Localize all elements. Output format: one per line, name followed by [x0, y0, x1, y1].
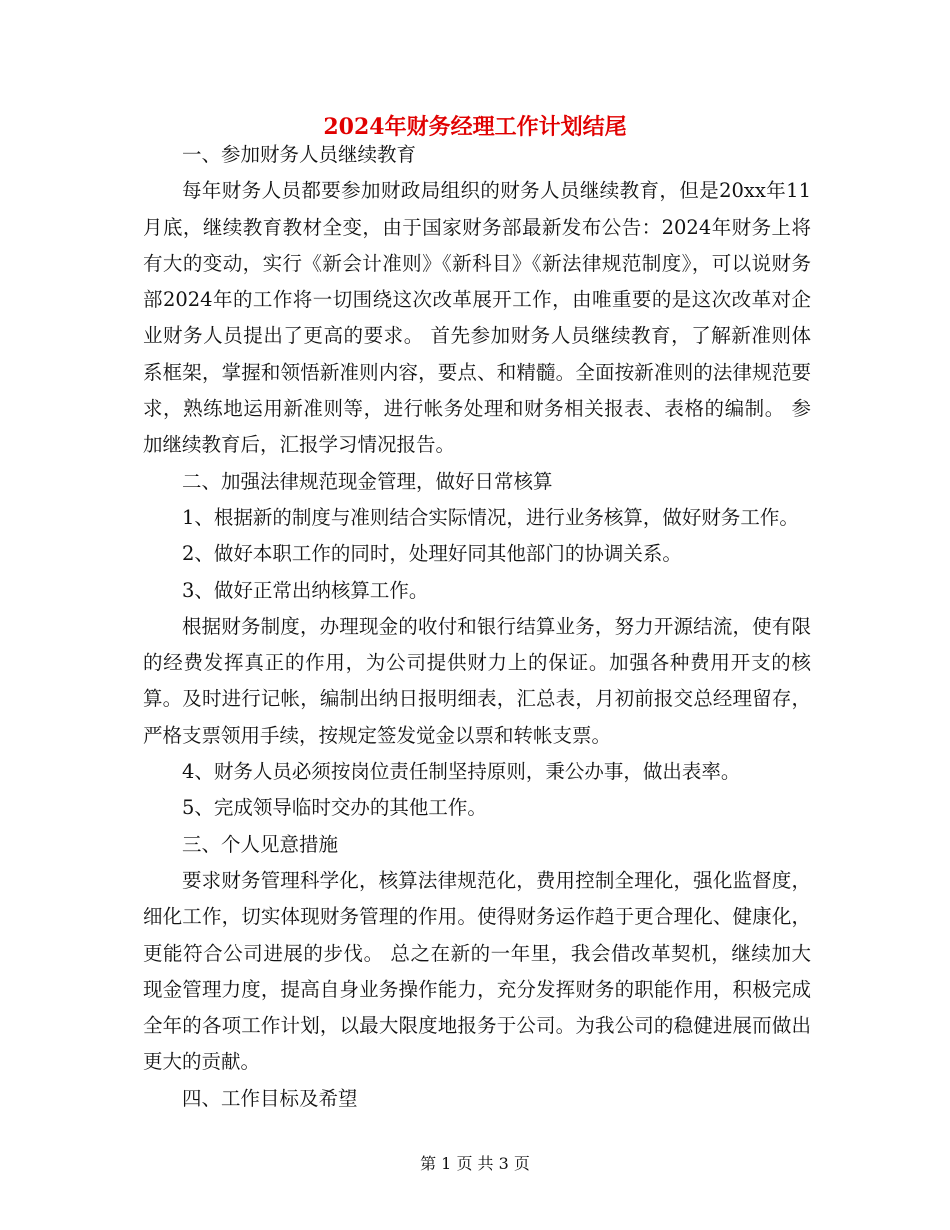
page-number: 第 1 页 共 3 页 — [420, 1154, 530, 1173]
list-item: 2、做好本职工作的同时，处理好同其他部门的协调关系。 — [182, 542, 682, 566]
page-footer — [0, 1152, 950, 1176]
section-heading-4: 四、工作目标及希望 — [182, 1086, 358, 1110]
section-heading-3: 三、个人见意措施 — [182, 832, 339, 856]
list-item: 1、根据新的制度与准则结合实际情况，进行业务核算，做好财务工作。 — [182, 505, 799, 529]
list-item: 3、做好正常出纳核算工作。 — [182, 578, 429, 602]
section-heading-1: 一、参加财务人员继续教育 — [182, 143, 417, 166]
document-body — [143, 137, 811, 1117]
document-title: 2024年财务经理工作计划结尾 — [323, 114, 627, 140]
paragraph: 要求财务管理科学化，核算法律规范化，费用控制全理化，强化监督度，细化工作，切实体现财务管理的作用。使得财务运作趋于更合理化、健康化，更能符合公司进展的步伐。 总之在新的一年里，我会借改革契机，继续加大现金管理力度，提高自身业务操作能力，充分发挥财务的职能作用，积极完成全年的各项工作计划，以最大限度地报务于公司。为我公司的稳健进展而做出更大的贡献。 — [143, 868, 811, 1074]
list-item: 4、财务人员必须按岗位责任制坚持原则，秉公办事，做出表率。 — [182, 760, 741, 784]
paragraph: 根据财务制度，办理现金的收付和银行结算业务，努力开源结流，使有限的经费发挥真正的作用，为公司提供财力上的保证。加强各种费用开支的核算。及时进行记帐，编制出纳日报明细表，汇总表，月初前报交总经理留存，严格支票领用手续，按规定签发觉金以票和转帐支票。 — [143, 614, 811, 747]
section-heading-2: 二、加强法律规范现金管理，做好日常核算 — [182, 469, 553, 493]
list-item: 5、完成领导临时交办的其他工作。 — [182, 796, 487, 820]
paragraph: 每年财务人员都要参加财政局组织的财务人员继续教育，但是20xx年11月底，继续教育教材全变，由于国家财务部最新发布公告：2024年财务上将有大的变动，实行《新会计准则》《新科目》《新法律规范制度》，可以说财务部2024年的工作将一切围绕这次改革展开工作，由唯重要的是这次改革对企业财务人员提出了更高的要求。 首先参加财务人员继续教育，了解新准则体系框架，掌握和领悟新准则内容，要点、和精髓。全面按新准则的法律规范要求，熟练地运用新准则等，进行帐务处理和财务相关报表、表格的编制。 参加继续教育后，汇报学习情况报告。 — [143, 179, 811, 457]
